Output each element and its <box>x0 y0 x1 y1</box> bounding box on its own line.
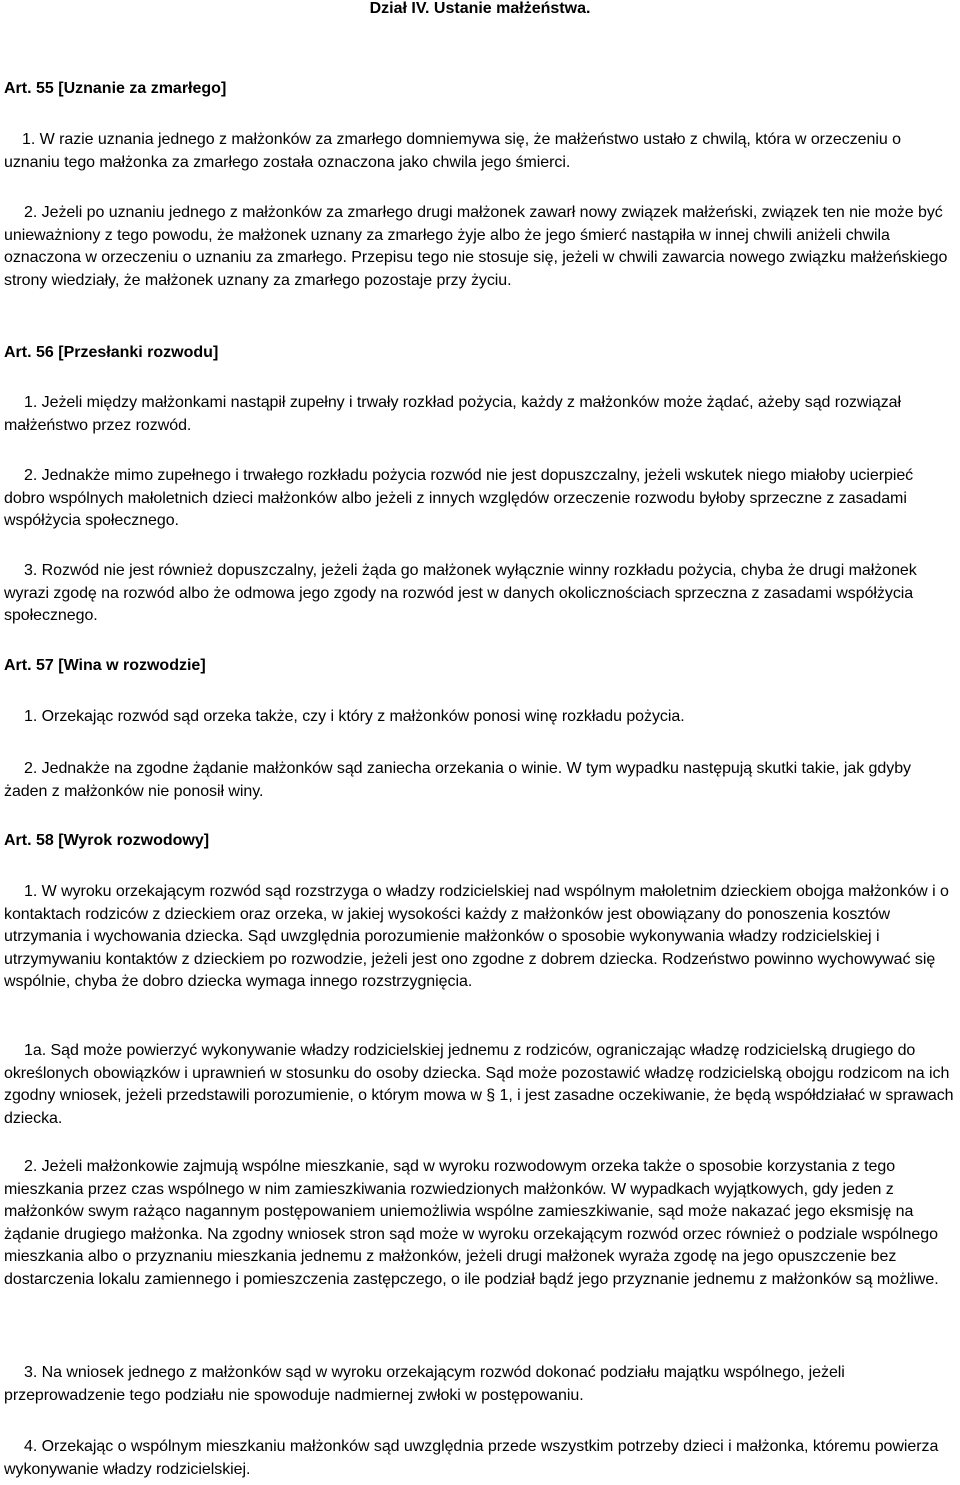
article-heading: Art. 55 [Uznanie za zmarłego] <box>4 80 227 97</box>
article-paragraph: 1. W wyroku orzekającym rozwód sąd rozstrzyga o władzy rodzicielskiej nad wspólnym małoletnim dzieckiem obojga małżonków i o kontaktach rodziców z dzieckiem oraz orzeka, w jakiej wysokości każdy z małżonków jest obowiązany do ponoszenia kosztów utrzymania i wychowania dziecka. Sąd uwzględnia porozumienie małżonków o sposobie wykonywania władzy rodzicielskiej i utrzymywaniu kontaktów z dzieckiem po rozwodzie, jeżeli jest ono zgodne z dobrem dziecka. Rodzeństwo powinno wychowywać się wspólnie, chyba że dobro dziecka wymaga innego rozstrzygnięcia. <box>4 883 949 991</box>
article-paragraph: 1. Jeżeli między małżonkami nastąpił zupełny i trwały rozkład pożycia, każdy z małżonków może żądać, ażeby sąd rozwiązał małżeństwo przez rozwód. <box>4 394 902 434</box>
article-heading: Art. 57 [Wina w rozwodzie] <box>4 657 206 674</box>
article-heading: Art. 58 [Wyrok rozwodowy] <box>4 832 210 849</box>
page-title: Dział IV. Ustanie małżeństwa. <box>369 0 591 17</box>
article-paragraph: 1a. Sąd może powierzyć wykonywanie władzy rodzicielskiej jednemu z rodziców, ograniczając władzę rodzicielską drugiego do określonych obowiązków i uprawnień w stosunku do osoby dziecka. Sąd może pozostawić władzę rodzicielską obojgu rodzicom na ich zgodny wniosek, jeżeli przedstawili porozumienie, o którym mowa w § 1, i jest zasadne oczekiwanie, że będą współdziałać w sprawach dziecka. <box>4 1042 954 1127</box>
article-heading: Art. 56 [Przesłanki rozwodu] <box>4 344 219 361</box>
article-paragraph: 1. W razie uznania jednego z małżonków za zmarłego domniemywa się, że małżeństwo ustało z chwilą, która w orzeczeniu o uznaniu tego małżonka za zmarłego została oznaczona jako chwila jego śmierci. <box>4 131 901 171</box>
article-paragraph: 2. Jeżeli małżonkowie zajmują wspólne mieszkanie, sąd w wyroku rozwodowym orzeka także o sposobie korzystania z tego mieszkania przez czas wspólnego w nim zamieszkiwania rozwiedzionych małżonków. W wypadkach wyjątkowych, gdy jeden z małżonków swym rażąco nagannym postępowaniem uniemożliwia wspólne zamieszkiwanie, sąd może nakazać jego eksmisję na żądanie drugiego małżonka. Na zgodny wniosek stron sąd może w wyroku orzekającym rozwód orzec również o podziale wspólnego mieszkania albo o przyznaniu mieszkania jednemu z małżonków, jeżeli drugi małżonek wyraża zgodę na jego opuszczenie bez dostarczenia lokalu zamiennego i pomieszczenia zastępczego, o ile podział bądź jego przyznanie jednemu z małżonków są możliwe. <box>4 1158 939 1288</box>
article-paragraph: 2. Jednakże mimo zupełnego i trwałego rozkładu pożycia rozwód nie jest dopuszczalny, jeżeli wskutek niego miałoby ucierpieć dobro wspólnych małoletnich dzieci małżonków albo jeżeli z innych względów orzeczenie rozwodu byłoby sprzeczne z zasadami współżycia społecznego. <box>4 467 914 530</box>
article-paragraph: 3. Rozwód nie jest również dopuszczalny, jeżeli żąda go małżonek wyłącznie winny rozkładu pożycia, chyba że drugi małżonek wyrazi zgodę na rozwód albo że odmowa jego zgody na rozwód jest w danych okolicznościach sprzeczna z zasadami współżycia społecznego. <box>4 562 917 625</box>
article-paragraph: 4. Orzekając o wspólnym mieszkaniu małżonków sąd uwzględnia przede wszystkim potrzeby dzieci i małżonka, któremu powierza wykonywanie władzy rodzicielskiej. <box>4 1438 939 1478</box>
article-paragraph: 2. Jednakże na zgodne żądanie małżonków sąd zaniecha orzekania o winie. W tym wypadku następują skutki takie, jak gdyby żaden z małżonków nie ponosił winy. <box>4 760 911 800</box>
article-paragraph: 1. Orzekając rozwód sąd orzeka także, czy i który z małżonków ponosi winę rozkładu pożycia. <box>24 708 685 725</box>
article-paragraph: 2. Jeżeli po uznaniu jednego z małżonków za zmarłego drugi małżonek zawarł nowy związek małżeński, związek ten nie może być unieważniony z tego powodu, że małżonek uznany za zmarłego żyje albo że jego śmierć nastąpiła w innej chwili aniżeli chwila oznaczona w orzeczeniu o uznaniu za zmarłego. Przepisu tego nie stosuje się, jeżeli w chwili zawarcia nowego związku małżeńskiego strony wiedziały, że małżonek uznany za zmarłego pozostaje przy życiu. <box>4 204 948 289</box>
article-paragraph: 3. Na wniosek jednego z małżonków sąd w wyroku orzekającym rozwód dokonać podziału majątku wspólnego, jeżeli przeprowadzenie tego podziału nie spowoduje nadmiernej zwłoki w postępowaniu. <box>4 1364 845 1404</box>
